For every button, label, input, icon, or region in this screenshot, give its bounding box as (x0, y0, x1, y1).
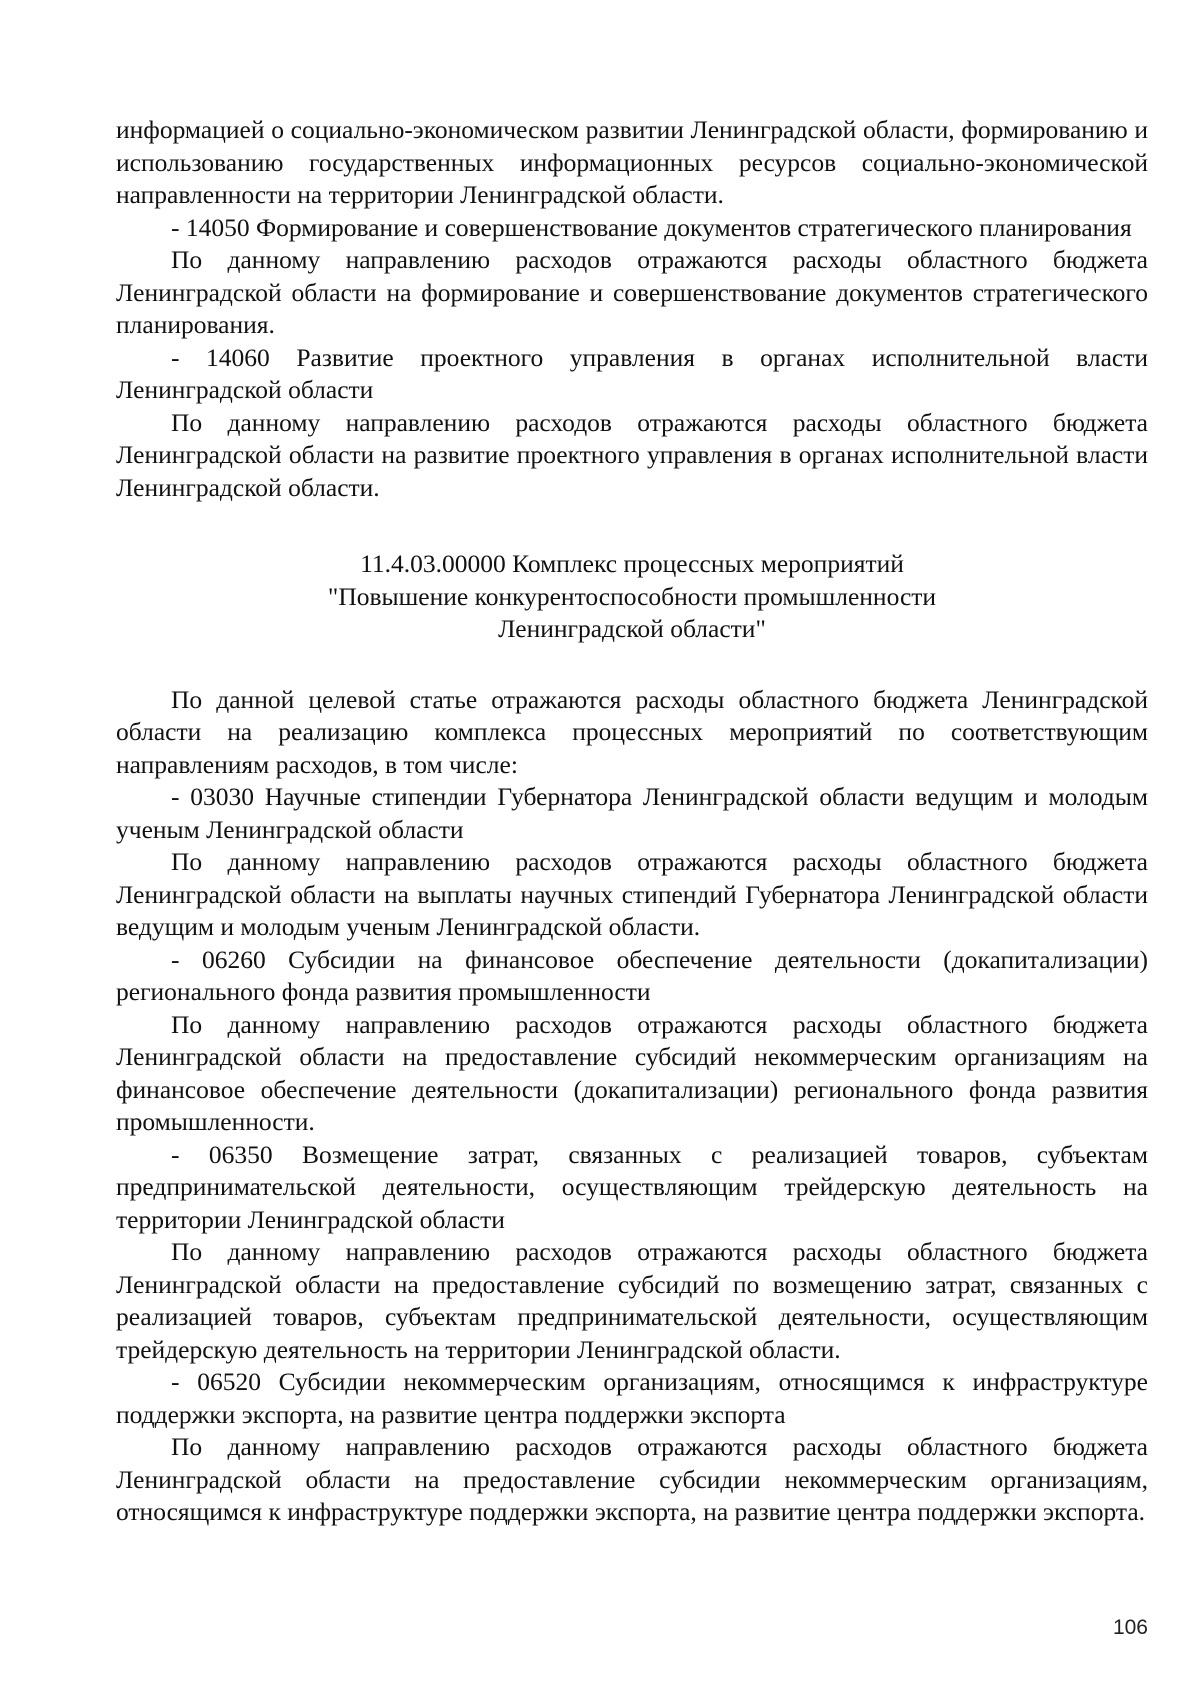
expense-code-item: - 06260 Субсидии на финансовое обеспечение деятельности (докапитализации) регионального фонда развития промышленности (116, 944, 1148, 1006)
expense-code-item: - 06520 Субсидии некоммерческим организациям, относящимся к инфраструктуре поддержки экспорта, на развитие центра поддержки экспорта (116, 1367, 1148, 1429)
section-heading-line: Ленинградской области" (498, 614, 766, 643)
paragraph: По данному направлению расходов отражаются расходы областного бюджета Ленинградской области на развитие проектного управления в органах исполнительной власти Ленинградской области. (116, 407, 1148, 502)
paragraph: По данному направлению расходов отражаются расходы областного бюджета Ленинградской области на предоставление субсидий по возмещению затрат, связанных с реализацией товаров, субъектам предпринимательской деятельности, осуществляющим трейдерскую деятельность на территории Ленинградской области. (116, 1237, 1148, 1364)
section-heading (116, 548, 1148, 646)
section-heading-line: 11.4.03.00000 Комплекс процессных мероприятий (360, 549, 904, 578)
top-section (116, 114, 1148, 504)
bottom-section (116, 684, 1148, 1529)
expense-code-item: - 14060 Развитие проектного управления в органах исполнительной власти Ленинградской области (116, 342, 1148, 404)
page-number: 106 (1112, 1616, 1148, 1639)
paragraph: По данному направлению расходов отражаются расходы областного бюджета Ленинградской области на выплаты научных стипендий Губернатора Ленинградской области ведущим и молодым ученым Ленинградской области. (116, 847, 1148, 941)
section-heading-line: "Повышение конкурентоспособности промышленности (327, 581, 937, 611)
expense-code-item: - 14050 Формирование и совершенствование документов стратегического планирования (171, 212, 1132, 242)
expense-code-item: - 06350 Возмещение затрат, связанных с реализацией товаров, субъектам предпринимательской деятельности, осуществляющим трейдерскую деятельность на территории Ленинградской области (116, 1139, 1148, 1234)
paragraph: По данной целевой статье отражаются расходы областного бюджета Ленинградской области на реализацию комплекса процессных мероприятий по соответствующим направлениям расходов, в том числе: (116, 684, 1148, 779)
paragraph: По данному направлению расходов отражаются расходы областного бюджета Ленинградской области на предоставление субсидий некоммерческим организациям на финансовое обеспечение деятельности (докапитализации) регионального фонда развития промышленности. (116, 1009, 1148, 1136)
document-page (116, 114, 1148, 1529)
paragraph: По данному направлению расходов отражаются расходы областного бюджета Ленинградской области на предоставление субсидии некоммерческим организациям, относящимся к инфраструктуре поддержки экспорта, на развитие центра поддержки экспорта. (116, 1432, 1148, 1526)
paragraph: По данному направлению расходов отражаются расходы областного бюджета Ленинградской области на формирование и совершенствование документов стратегического планирования. (116, 245, 1148, 339)
expense-code-item: - 03030 Научные стипендии Губернатора Ленинградской области ведущим и молодым ученым Ленинградской области (116, 782, 1148, 844)
paragraph: информацией о социально-экономическом развитии Ленинградской области, формированию и использованию государственных информационных ресурсов социально-экономической направленности на территории Ленинградской области. (116, 115, 1148, 209)
